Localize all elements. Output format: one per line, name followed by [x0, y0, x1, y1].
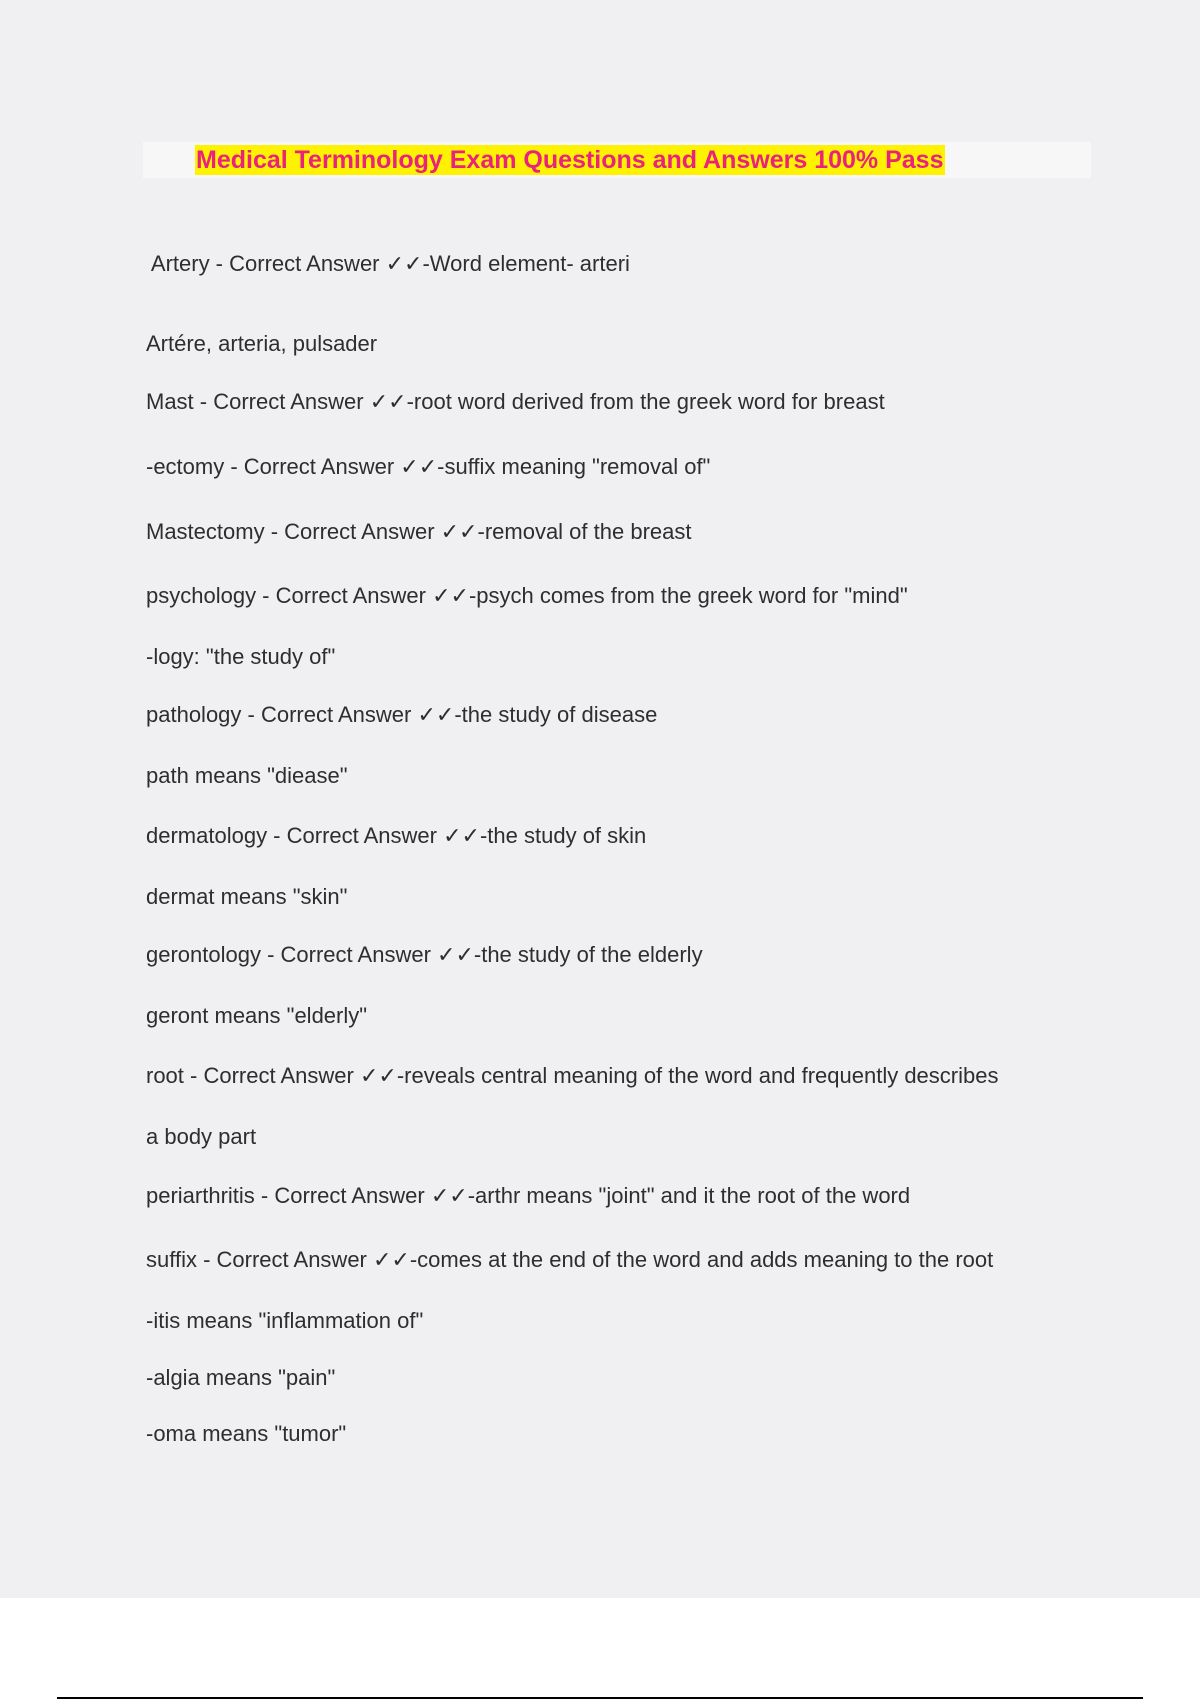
qa-line-ectomy: -ectomy - Correct Answer ✓✓-suffix meaning "removal of"	[146, 454, 711, 479]
qa-line-gerontology: gerontology - Correct Answer ✓✓-the study of the elderly	[146, 942, 703, 967]
qa-line-geront: geront means "elderly"	[146, 1003, 368, 1028]
document-title: Medical Terminology Exam Questions and Answers 100% Pass	[196, 146, 944, 174]
qa-line-root: root - Correct Answer ✓✓-reveals central meaning of the word and frequently describes	[146, 1063, 999, 1088]
qa-line-algia: -algia means "pain"	[146, 1365, 336, 1390]
qa-line-mastectomy: Mastectomy - Correct Answer ✓✓-removal of the breast	[146, 519, 692, 544]
qa-line-path: path means "diease"	[146, 763, 348, 788]
qa-line-suffix: suffix - Correct Answer ✓✓-comes at the end of the word and adds meaning to the root	[146, 1247, 994, 1272]
qa-line-dermatology: dermatology - Correct Answer ✓✓-the study of skin	[146, 823, 647, 848]
footer-rule	[57, 1697, 1143, 1699]
qa-line-periarthritis: periarthritis - Correct Answer ✓✓-arthr means "joint" and it the root of the word	[146, 1183, 911, 1208]
qa-line-root-continued: a body part	[146, 1124, 257, 1149]
qa-line-logy: -logy: "the study of"	[146, 644, 336, 669]
qa-line-psychology: psychology - Correct Answer ✓✓-psych comes from the greek word for "mind"	[146, 583, 908, 608]
qa-line-artery-translations: Artére, arteria, pulsader	[146, 331, 378, 356]
qa-line-itis: -itis means "inflammation of"	[146, 1308, 424, 1333]
qa-line-pathology: pathology - Correct Answer ✓✓-the study of disease	[146, 702, 658, 727]
qa-line-mast: Mast - Correct Answer ✓✓-root word derived from the greek word for breast	[146, 389, 885, 414]
qa-line-oma: -oma means "tumor"	[146, 1421, 347, 1446]
qa-line-artery: Artery - Correct Answer ✓✓-Word element- arteri	[146, 251, 630, 276]
qa-line-dermat: dermat means "skin"	[146, 884, 348, 909]
